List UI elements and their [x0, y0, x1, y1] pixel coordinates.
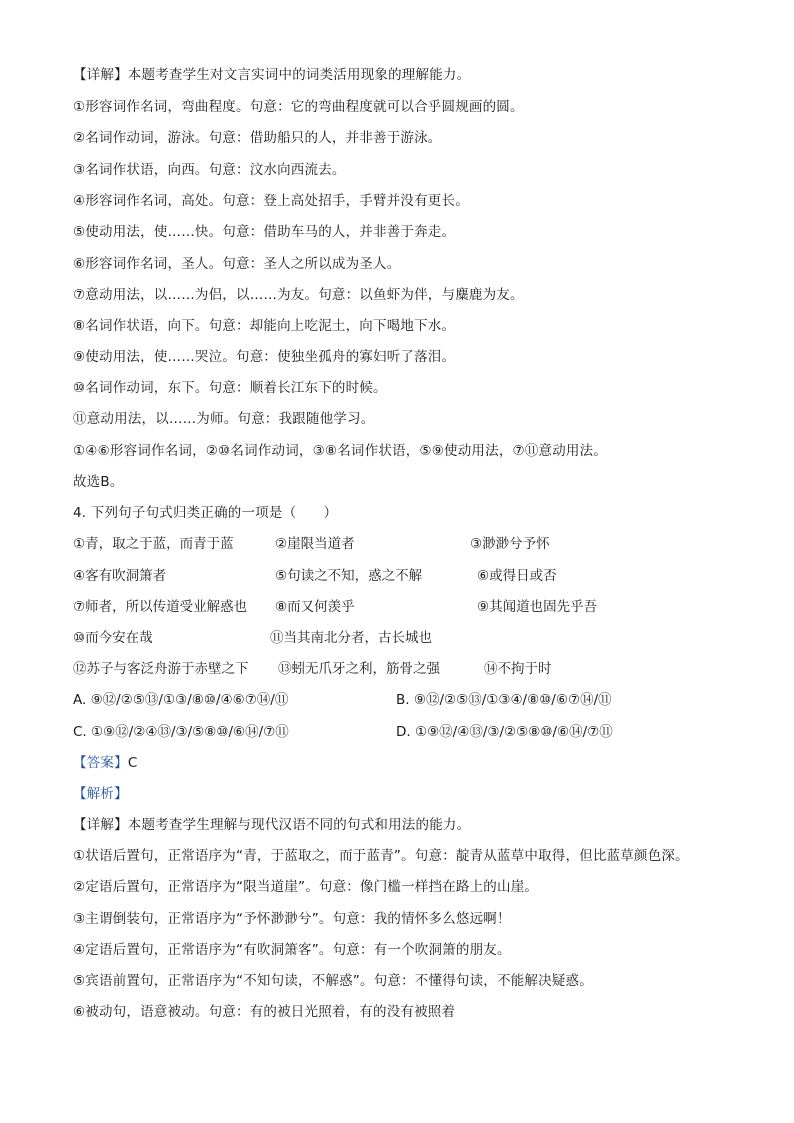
- sentence-item: ③渺渺兮予怀: [470, 536, 550, 552]
- explanation-item: ②名词作动词，游泳。句意：借助船只的人，并非善于游泳。: [73, 130, 442, 146]
- explanation-item: ⑤宾语前置句，正常语序为“不知句读，不解惑”。句意：不懂得句读，不能解决疑惑。: [73, 973, 593, 989]
- explanation-summary: ①④⑥形容词作名词，②⑩名词作动词，③⑧名词作状语，⑤⑨使动用法，⑦⑪意动用法。: [73, 443, 608, 459]
- sentence-item: ⑦师者，所以传道受业解惑也: [73, 599, 248, 615]
- explanation-item: ⑤使动用法，使……快。句意：借助车马的人，并非善于奔走。: [73, 224, 456, 240]
- answer-options-row: [73, 722, 733, 742]
- option-b: B. ⑨⑫/②⑤⑬/①③④/⑧⑩/⑥⑦⑭/⑪: [396, 692, 612, 708]
- option-d: D. ①⑨⑫/④⑬/③/②⑤⑧⑩/⑥⑭/⑦⑪: [396, 724, 613, 740]
- answer-options-row: [73, 690, 733, 710]
- answer-value: C: [127, 755, 138, 771]
- sentence-item: ⑤句读之不知，惑之不解: [275, 568, 423, 584]
- analysis-tag: 【解析】: [73, 786, 128, 802]
- sentence-item: ⑧而又何羡乎: [275, 599, 355, 615]
- explanation-intro: 【详解】本题考查学生对文言实词中的词类活用现象的理解能力。: [73, 67, 471, 83]
- question-stem: 4. 下列句子句式归类正确的一项是（ ）: [73, 505, 338, 521]
- sentence-item: ⑭不拘于时: [484, 661, 552, 677]
- question-sentence-row: [73, 659, 733, 679]
- explanation-item: ④形容词作名词，高处。句意：登上高处招手，手臂并没有更长。: [73, 193, 469, 209]
- sentence-item: ⑨其闻道也固先乎吾: [477, 599, 598, 615]
- explanation-item: ⑪意动用法，以……为师。句意：我跟随他学习。: [73, 411, 375, 427]
- explanation-item: ⑨使动用法，使……哭泣。句意：使独坐孤舟的寡妇听了落泪。: [73, 349, 456, 365]
- sentence-item: ⑫苏子与客泛舟游于赤壁之下: [73, 661, 249, 677]
- explanation-item: ⑥形容词作名词，圣人。句意：圣人之所以成为圣人。: [73, 256, 401, 272]
- sentence-item: ①青，取之于蓝，而青于蓝: [73, 536, 234, 552]
- option-a: A. ⑨⑫/②⑤⑬/①③/⑧⑩/④⑥⑦⑭/⑪: [73, 692, 289, 708]
- explanation-item: ⑦意动用法，以……为侣，以……为友。句意：以鱼虾为伴，与麋鹿为友。: [73, 287, 524, 303]
- sentence-item: ⑥或得日或否: [477, 568, 557, 584]
- explanation-item: ③名词作状语，向西。句意：汶水向西流去。: [73, 162, 346, 178]
- explanation-intro: 【详解】本题考查学生理解与现代汉语不同的句式和用法的能力。: [73, 817, 471, 833]
- question-sentence-row: [73, 566, 733, 586]
- explanation-item: ⑩名词作动词，东下。句意：顺着长江东下的时候。: [73, 380, 387, 396]
- sentence-item: ⑬蚓无爪牙之利，筋骨之强: [278, 661, 440, 677]
- answer-tag: 【答案】: [73, 755, 128, 771]
- question-sentence-row: [73, 597, 733, 617]
- explanation-item: ④定语后置句，正常语序为“有吹洞箫客”。句意：有一个吹洞箫的朋友。: [73, 942, 511, 958]
- explanation-item: ②定语后置句，正常语序为“限当道崖”。句意：像门槛一样挡在路上的山崖。: [73, 879, 539, 895]
- sentence-item: ⑩而今安在哉: [73, 630, 153, 646]
- explanation-item: ①形容词作名词，弯曲程度。句意：它的弯曲程度就可以合乎圆规画的圆。: [73, 99, 524, 115]
- question-sentence-row: [73, 628, 733, 648]
- question-sentence-row: [73, 534, 733, 554]
- explanation-item: ⑥被动句，语意被动。句意：有的被日光照着，有的没有被照着: [73, 1004, 456, 1020]
- sentence-item: ④客有吹洞箫者: [73, 568, 167, 584]
- answer-line: [73, 753, 733, 773]
- sentence-item: ②崖限当道者: [275, 536, 355, 552]
- sentence-item: ⑪当其南北分者，古长城也: [270, 630, 432, 646]
- option-c: C. ①⑨⑫/②④⑬/③/⑤⑧⑩/⑥⑭/⑦⑪: [73, 724, 289, 740]
- explanation-item: ⑧名词作状语，向下。句意：却能向上吃泥土，向下喝地下水。: [73, 318, 456, 334]
- explanation-conclusion: 故选B。: [73, 474, 124, 490]
- explanation-item: ①状语后置句，正常语序为“青，于蓝取之，而于蓝青”。句意：靛青从蓝草中取得，但比蓝草颜色深。: [73, 848, 689, 864]
- explanation-item: ③主谓倒装句，正常语序为“予怀渺渺兮”。句意：我的情怀多么悠远啊！: [73, 911, 511, 927]
